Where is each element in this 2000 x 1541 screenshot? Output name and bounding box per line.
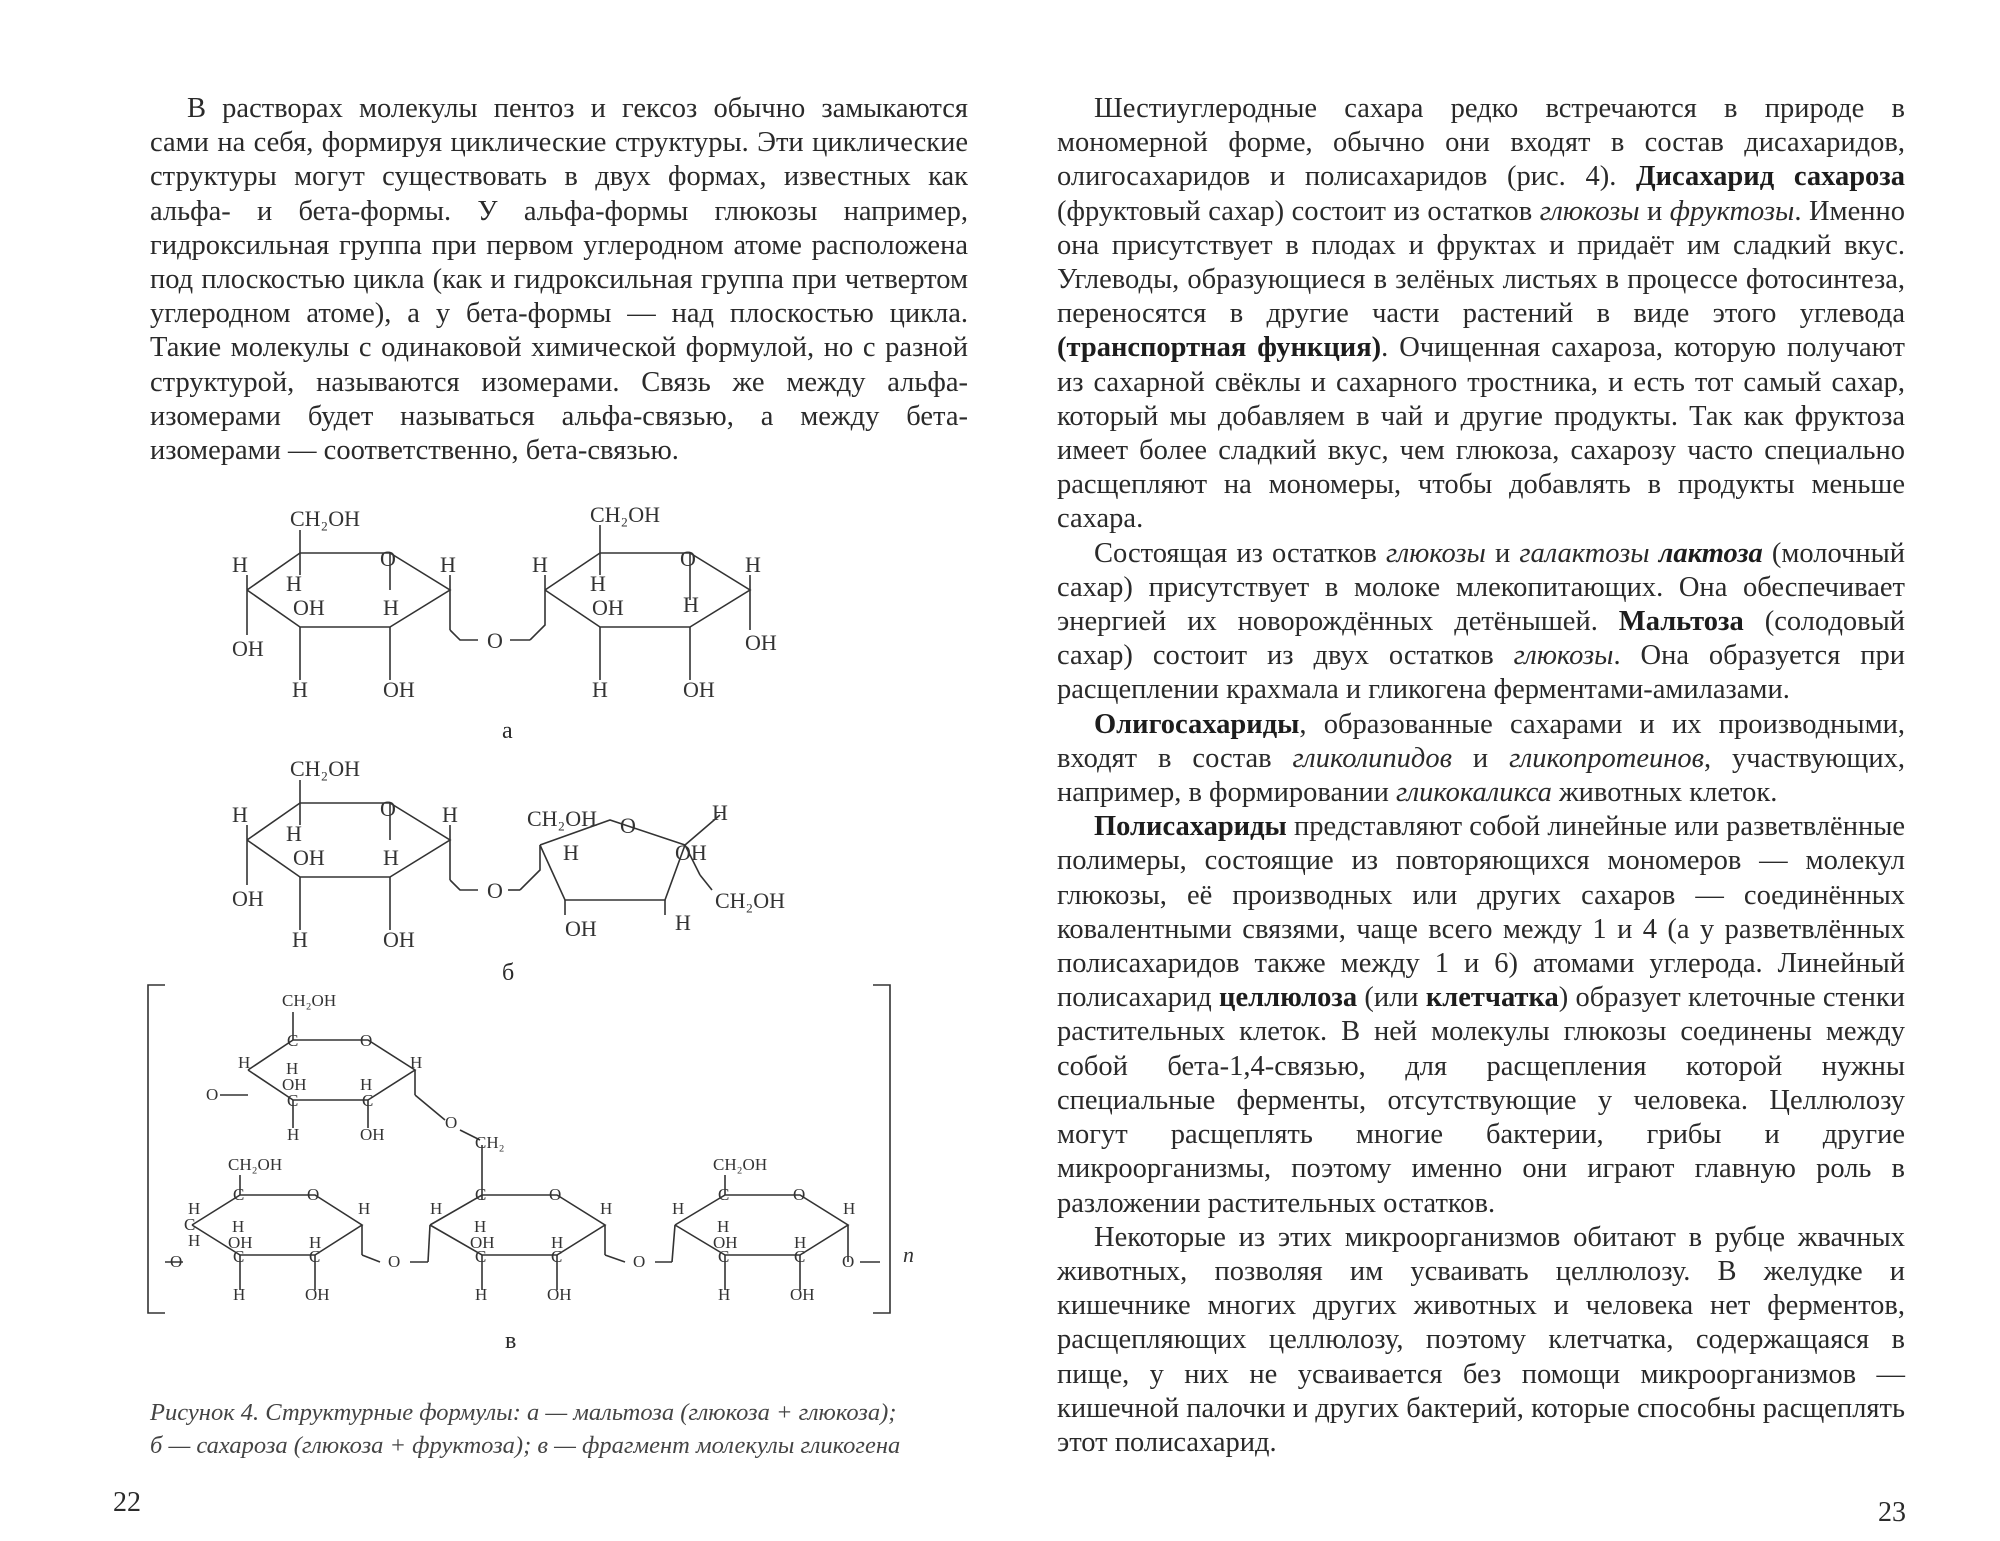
label-o: O — [549, 1185, 562, 1204]
label-ch2oh: CH₂OH — [715, 888, 786, 913]
label-c: C — [718, 1247, 730, 1266]
term-oligosaccharides: Олигосахариды — [1094, 708, 1300, 740]
structural-formulas-figure — [0, 0, 1000, 1400]
label-oh: OH — [745, 630, 777, 655]
label-h: H — [712, 800, 728, 825]
label-c: C — [551, 1247, 563, 1266]
label-c: C — [718, 1185, 730, 1204]
label-h: H — [292, 927, 308, 952]
figure-label-v: в — [505, 1328, 517, 1354]
label-oh: OH — [228, 1233, 253, 1252]
label-oh: OH — [592, 595, 624, 620]
label-oh: OH — [383, 927, 415, 952]
label-h: H — [383, 845, 399, 870]
label-c: C — [287, 1091, 299, 1110]
label-oh: OH — [232, 636, 264, 661]
label-h: H — [683, 592, 699, 617]
term-polysaccharides: Полисахариды — [1094, 811, 1287, 843]
label-c: C — [184, 1215, 196, 1234]
label-oh: OH — [547, 1285, 572, 1304]
label-o: O — [206, 1085, 219, 1104]
label-ch2oh: CH₂OH — [228, 1155, 283, 1174]
label-h: H — [794, 1233, 807, 1252]
label-h: H — [718, 1285, 731, 1304]
paragraph-lactose: Состоящая из остатков глюкозы и галактозы лактоза (молочный сахар) присутствует в молоке млекопитающих. Она обеспечивает энергией их новорождённых детёнышей. Мальтоза (солодовый сахар) состоит из двух остатков глюкозы. Она образуется при расщеплении крахмала и гликогена ферментами-амилазами. — [1057, 537, 1905, 706]
label-ch2oh: CH₂OH — [590, 502, 661, 527]
label-c: C — [475, 1247, 487, 1266]
label-oh: OH — [713, 1233, 738, 1252]
label-h: H — [672, 1199, 685, 1218]
label-h: H — [232, 802, 248, 827]
label-h: H — [843, 1199, 856, 1218]
label-o: O — [620, 813, 636, 838]
label-ch2: CH₂ — [475, 1133, 505, 1152]
label-h: H — [440, 552, 456, 577]
label-h: H — [292, 677, 308, 702]
label-h: H — [286, 821, 302, 846]
label-h: H — [590, 571, 606, 596]
label-c: C — [309, 1247, 321, 1266]
label-o: O — [307, 1185, 320, 1204]
label-h: H — [442, 802, 458, 827]
paragraph-polysaccharides: Полисахариды представляют собой линейные или разветвлённые полимеры, состоящие из повторяющихся мономеров — молекул глюкозы, её производных или других сахаров — соединённых ковалентными связями, чаще всего между 1 и 4 (а у разветвлённых полисахаридов также между 1 и 6) атомами углерода. Линейный полисахарид целлюлоза (или клетчатка) образует клеточные стенки растительных клеток. В ней молекулы глюкозы соединены между собой бета-1,4-связью, для расщепления которой нужны специальные ферменты, отсутствующие у человека. Целлюлозу могут расщеплять многие бактерии, грибы и другие микроорганизмы, поэтому именно они играют главную роль в разложении растительных остатков. — [1057, 811, 1906, 1219]
label-oh: OH — [282, 1075, 307, 1094]
label-oh: OH — [565, 916, 597, 941]
label-oh: OH — [383, 677, 415, 702]
label-h: H — [188, 1231, 201, 1250]
label-h: H — [188, 1199, 201, 1218]
label-ch2oh: CH₂OH — [290, 756, 361, 781]
label-h: H — [238, 1053, 251, 1072]
caption-line-2: б — сахароза (глюкоза + фруктоза); в — фрагмент молекулы гликогена — [150, 1432, 901, 1459]
left-paragraph: В растворах молекулы пентоз и гексоз обычно замыкаются сами на себя, формируя циклические структуры. Эти циклические структуры могут существовать в двух формах, известных как альфа- и бета-формы. У альфа-формы глюкозы например, гидроксильная группа при первом углеродном атоме расположена под плоскостью цикла (как и гидроксильная группа при четвертом углеродном атоме), а у бета-формы — над плоскостью цикла. Такие молекулы с одинаковой химической формулой, но с разной структурой, называются изомерами. Связь же между альфа-изомерами будет называться альфа-связью, а между бета-изомерами — соответственно, бета-связью. — [150, 93, 968, 467]
repeat-n-subscript: n — [903, 1242, 914, 1267]
sucrose-labels — [232, 756, 785, 952]
figure-caption — [150, 1396, 968, 1462]
maltose-labels — [232, 502, 777, 702]
label-h: H — [358, 1199, 371, 1218]
label-h: H — [287, 1125, 300, 1144]
right-text-block — [1057, 92, 1905, 1460]
caption-line-1: Рисунок 4. Структурные формулы: а — мальтоза (глюкоза + глюкоза); — [150, 1399, 897, 1426]
label-h: H — [474, 1217, 487, 1236]
label-h: H — [745, 552, 761, 577]
label-h: H — [233, 1285, 246, 1304]
label-h: H — [286, 1059, 299, 1078]
label-ch2oh: CH₂OH — [290, 506, 361, 531]
label-oh: OH — [470, 1233, 495, 1252]
page-number-right: 23 — [1878, 1497, 1906, 1528]
label-oh: OH — [293, 845, 325, 870]
label-h: H — [551, 1233, 564, 1252]
label-o: O — [633, 1252, 646, 1271]
paragraph-oligosaccharides: Олигосахариды, образованные сахарами и их производными, входят в состав гликолипидов и гликопротеинов, участвующих, например, в формировании гликокаликса животных клеток. — [1057, 708, 1905, 809]
label-c: C — [233, 1247, 245, 1266]
label-h: H — [360, 1075, 373, 1094]
label-o: O — [487, 878, 503, 903]
label-c: C — [794, 1247, 806, 1266]
label-oh: OH — [675, 840, 707, 865]
label-oh: OH — [683, 677, 715, 702]
term-cellulose: целлюлоза — [1219, 982, 1358, 1014]
label-o: O — [680, 546, 696, 571]
label-o: O — [793, 1185, 806, 1204]
label-h: H — [592, 677, 608, 702]
label-oh: OH — [232, 886, 264, 911]
label-h: H — [430, 1199, 443, 1218]
label-o: O — [842, 1252, 855, 1271]
page-number-left: 22 — [113, 1487, 141, 1518]
label-c: C — [475, 1185, 487, 1204]
label-o: O — [380, 546, 396, 571]
paragraph-monomers: Шестиуглеродные сахара редко встречаются в природе в мономерной форме, обычно они входят в состав дисахаридов, олигосахаридов и полисахаридов (рис. 4). Дисахарид сахароза (фруктовый сахар) состоит из остатков глюкозы и фруктозы. Именно она присутствует в плодах и фруктах и придаёт им сладкий вкус. Углеводы, образующиеся в зелёных листьях в процессе фотосинтеза, переносятся в другие части растений в виде этого углевода (транспортная функция). Очищенная сахароза, которую получают из сахарной свёклы и сахарного тростника, и есть тот самый сахар, который мы добавляем в чай и другие продукты. Так как фруктоза имеет более сладкий вкус, чем глюкоза, сахарозу часто специально расщепляют на мономеры, чтобы добавлять в продукты меньше сахара. — [1057, 93, 1905, 535]
paragraph-microorganisms: Некоторые из этих микроорганизмов обитают в рубце жвачных животных, позволяя им усваивать целлюлозу. В желудке и кишечнике многих других животных и человека нет ферментов, расщепляющих целлюлозу, поэтому клетчатка, содержащаяся в пище, у них не усваивается без помощи микроорганизмов — кишечной палочки и других бактерий, которые способны расщеплять этот полисахарид. — [1057, 1221, 1905, 1458]
label-h: H — [286, 571, 302, 596]
label-h: H — [232, 1217, 245, 1236]
term-fiber: клетчатка — [1425, 982, 1559, 1014]
figure-label-b: б — [502, 960, 515, 986]
label-c: C — [287, 1031, 299, 1050]
label-h: H — [675, 910, 691, 935]
label-o: O — [360, 1031, 373, 1050]
label-oh: OH — [360, 1125, 385, 1144]
term-maltose: Мальтоза — [1618, 606, 1744, 638]
label-o: O — [445, 1113, 458, 1132]
label-c: C — [362, 1091, 374, 1110]
term-sucrose: Дисахарид сахароза — [1636, 161, 1905, 193]
label-o: O — [388, 1252, 401, 1271]
label-h: H — [383, 595, 399, 620]
label-ch2oh: CH₂OH — [527, 806, 598, 831]
label-h: H — [532, 552, 548, 577]
label-oh: OH — [293, 595, 325, 620]
term-lactose: лактоза — [1658, 537, 1763, 569]
label-c: C — [233, 1185, 245, 1204]
label-h: H — [232, 552, 248, 577]
label-oh: OH — [305, 1285, 330, 1304]
label-h: H — [309, 1233, 322, 1252]
label-h: H — [717, 1217, 730, 1236]
label-h: H — [600, 1199, 613, 1218]
right-page — [1000, 0, 2000, 1541]
label-o: O — [170, 1252, 183, 1271]
label-h: H — [563, 840, 579, 865]
glycogen-formula — [148, 985, 890, 1313]
term-transport-function: (транспортная функция) — [1057, 332, 1382, 364]
label-o: O — [487, 628, 503, 653]
label-ch2oh: CH₂OH — [282, 991, 337, 1010]
figure-label-a: а — [502, 718, 513, 744]
label-oh: OH — [790, 1285, 815, 1304]
label-h: H — [475, 1285, 488, 1304]
glycogen-labels — [170, 991, 914, 1304]
label-o: O — [380, 796, 396, 821]
label-h: H — [410, 1053, 423, 1072]
label-ch2oh: CH₂OH — [713, 1155, 768, 1174]
